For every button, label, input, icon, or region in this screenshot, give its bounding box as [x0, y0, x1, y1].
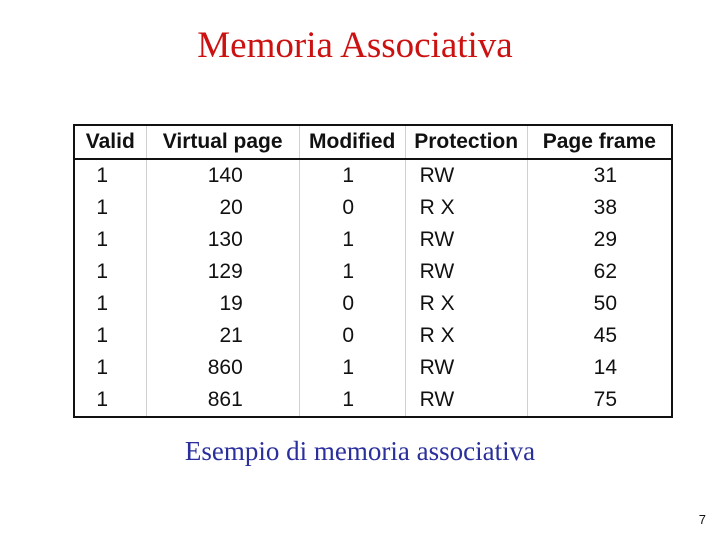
table-row [74, 288, 672, 320]
cell-valid: 1 [74, 384, 146, 417]
cell-page-frame: 75 [527, 384, 672, 417]
table-row [74, 320, 672, 352]
slide-caption: Esempio di memoria associativa [184, 436, 536, 466]
table-row [74, 192, 672, 224]
cell-modified: 1 [299, 256, 405, 288]
table-row [74, 224, 672, 256]
cell-modified: 1 [299, 384, 405, 417]
cell-page-frame: 62 [527, 256, 672, 288]
cell-valid: 1 [74, 159, 146, 192]
header-modified: Modified [299, 125, 405, 159]
cell-protection: RW [405, 159, 527, 192]
cell-protection: R X [405, 320, 527, 352]
table-header-row [74, 125, 672, 159]
page-number: 7 [698, 512, 706, 527]
cell-valid: 1 [74, 320, 146, 352]
cell-virtual-page: 860 [146, 352, 299, 384]
header-virtual-page: Virtual page [146, 125, 299, 159]
cell-valid: 1 [74, 288, 146, 320]
cell-virtual-page: 861 [146, 384, 299, 417]
header-protection: Protection [405, 125, 527, 159]
table-row [74, 256, 672, 288]
cell-page-frame: 50 [527, 288, 672, 320]
cell-virtual-page: 21 [146, 320, 299, 352]
cell-modified: 1 [299, 224, 405, 256]
cell-protection: R X [405, 288, 527, 320]
slide-title: Memoria Associativa [197, 25, 513, 66]
header-valid: Valid [74, 125, 146, 159]
cell-protection: RW [405, 352, 527, 384]
cell-protection: R X [405, 192, 527, 224]
table-row [74, 352, 672, 384]
cell-valid: 1 [74, 256, 146, 288]
cell-modified: 0 [299, 288, 405, 320]
cell-valid: 1 [74, 224, 146, 256]
cell-protection: RW [405, 224, 527, 256]
cell-page-frame: 45 [527, 320, 672, 352]
cell-modified: 1 [299, 352, 405, 384]
header-page-frame: Page frame [527, 125, 672, 159]
cell-valid: 1 [74, 352, 146, 384]
cell-virtual-page: 20 [146, 192, 299, 224]
cell-modified: 1 [299, 159, 405, 192]
table-row [74, 159, 672, 192]
table-body [74, 159, 672, 417]
cell-page-frame: 29 [527, 224, 672, 256]
cell-protection: RW [405, 256, 527, 288]
cell-page-frame: 38 [527, 192, 672, 224]
tlb-table [73, 124, 673, 418]
table-row [74, 384, 672, 417]
cell-modified: 0 [299, 320, 405, 352]
cell-protection: RW [405, 384, 527, 417]
cell-page-frame: 14 [527, 352, 672, 384]
cell-page-frame: 31 [527, 159, 672, 192]
cell-valid: 1 [74, 192, 146, 224]
cell-modified: 0 [299, 192, 405, 224]
cell-virtual-page: 129 [146, 256, 299, 288]
cell-virtual-page: 130 [146, 224, 299, 256]
cell-virtual-page: 140 [146, 159, 299, 192]
cell-virtual-page: 19 [146, 288, 299, 320]
